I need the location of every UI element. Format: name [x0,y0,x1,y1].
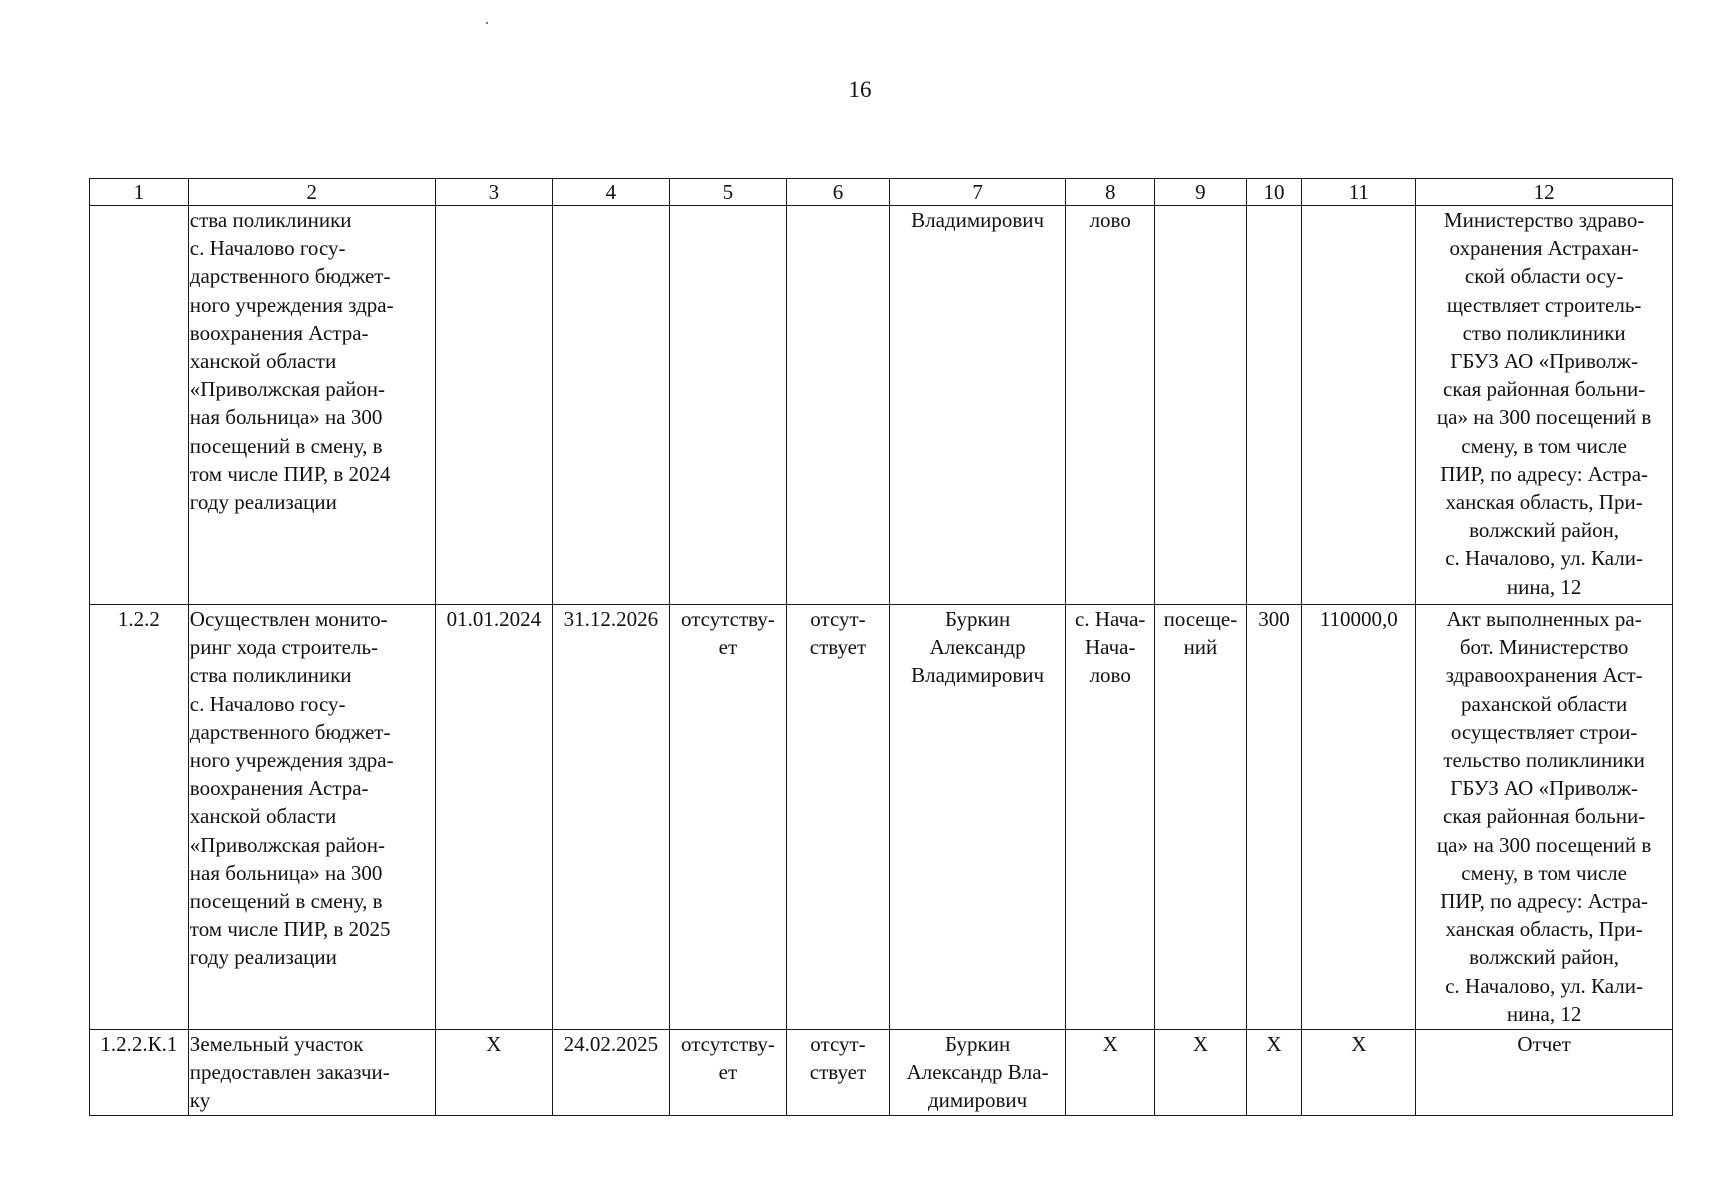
column-header: 11 [1302,179,1416,206]
column-6-value [786,206,889,605]
column-header: 8 [1066,179,1155,206]
table-row [90,1030,1673,1116]
column-header: 1 [90,179,189,206]
financing-amount [1302,206,1416,605]
location: X [1066,1030,1155,1116]
column-header: 12 [1416,179,1673,206]
result-note: Министерство здраво- охранения Астрахан- ской области осу- ществляет строитель- ство поликлиники ГБУЗ АО «Приволж- ская районная больни- ца» на 300 посещений в смену, в том числе ПИР, по адресу: Астра- ханская область, При- волжский район, с. Началово, ул. Кали- нина, 12 [1416,206,1673,605]
result-note: Акт выполненных ра- бот. Министерство здравоохранения Аст- раханской области осуществляет строи- тельство поликлиники ГБУЗ АО «Приволж- ская районная больни- ца» на 300 посещений в смену, в том числе ПИР, по адресу: Астра- ханская область, При- волжский район, с. Началово, ул. Кали- нина, 12 [1416,605,1673,1030]
column-header: 5 [669,179,786,206]
end-date: 31.12.2026 [552,605,669,1030]
item-number: 1.2.2.К.1 [90,1030,189,1116]
column-6-value: отсут- ствует [786,1030,889,1116]
column-header: 3 [435,179,552,206]
quantity: X [1246,1030,1302,1116]
location: с. Нача- Нача- лово [1066,605,1155,1030]
result-note: Отчет [1416,1030,1673,1116]
start-date: 01.01.2024 [435,605,552,1030]
page-number: 16 [848,77,872,102]
financing-amount: X [1302,1030,1416,1116]
table-row [90,206,1673,605]
column-5-value: отсутству- ет [669,605,786,1030]
start-date: X [435,1030,552,1116]
plan-table [89,178,1673,1116]
financing-amount: 110000,0 [1302,605,1416,1030]
responsible-person: Буркин Александр Вла- димирович [890,1030,1066,1116]
unit-of-measure: посеще- ний [1155,605,1246,1030]
end-date [552,206,669,605]
column-header: 9 [1155,179,1246,206]
column-6-value: отсут- ствует [786,605,889,1030]
column-5-value: отсутству- ет [669,1030,786,1116]
table-row [90,605,1673,1030]
column-number-row [90,179,1673,206]
item-description: ства поликлиники с. Началово госу- дарственного бюджет- ного учреждения здра- воохранения Астра- ханской области «Приволжская район- ная больница» на 300 посещений в смену, в том числе ПИР, в 2024 году реализации [188,206,435,605]
column-header: 10 [1246,179,1302,206]
location: лово [1066,206,1155,605]
unit-of-measure [1155,206,1246,605]
scan-speck [486,22,488,24]
item-number: 1.2.2 [90,605,189,1030]
unit-of-measure: X [1155,1030,1246,1116]
quantity: 300 [1246,605,1302,1030]
item-description: Земельный участок предоставлен заказчи- ку [188,1030,435,1116]
start-date [435,206,552,605]
column-header: 7 [890,179,1066,206]
item-description: Осуществлен монито- ринг хода строитель- ства поликлиники с. Началово госу- дарственного бюджет- ного учреждения здра- воохранения Астра- ханской области «Приволжская район- ная больница» на 300 посещений в смену, в том числе ПИР, в 2025 году реализации [188,605,435,1030]
column-header: 6 [786,179,889,206]
quantity [1246,206,1302,605]
item-number [90,206,189,605]
responsible-person: Владимирович [890,206,1066,605]
column-header: 4 [552,179,669,206]
responsible-person: Буркин Александр Владимирович [890,605,1066,1030]
column-5-value [669,206,786,605]
column-header: 2 [188,179,435,206]
end-date: 24.02.2025 [552,1030,669,1116]
